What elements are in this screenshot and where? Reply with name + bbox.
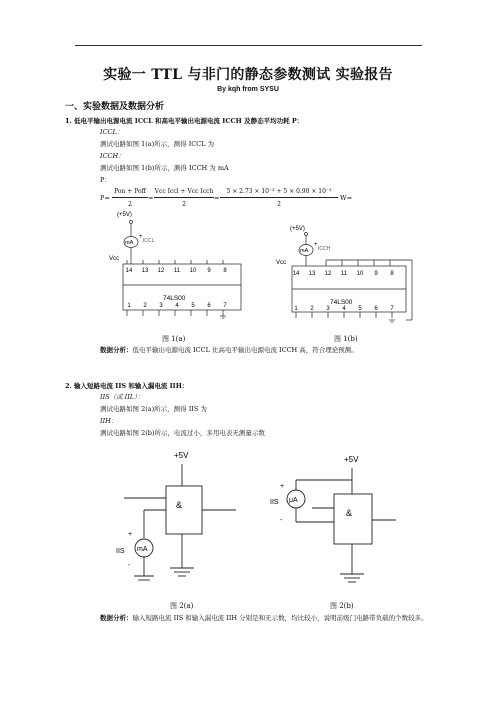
svg-text:12: 12 <box>157 268 165 274</box>
svg-text:2: 2 <box>143 303 147 309</box>
fig2b-gate: & <box>346 508 353 518</box>
svg-text:6: 6 <box>374 306 378 312</box>
svg-text:14: 14 <box>125 268 133 274</box>
fig1b-bottom-pins <box>294 306 394 312</box>
svg-text:3: 3 <box>326 306 330 312</box>
icch-label: ICCH： <box>100 152 125 160</box>
item1-analysis-label: 数据分析： <box>100 346 133 354</box>
item2-analysis <box>100 612 430 624</box>
header-rule <box>75 45 422 46</box>
svg-text:6: 6 <box>207 303 211 309</box>
fig2a-meter: mA <box>137 546 148 553</box>
iccl-label: ICCL： <box>100 128 124 136</box>
svg-text:10: 10 <box>189 268 197 274</box>
svg-text:4: 4 <box>342 306 346 312</box>
svg-text:+: + <box>139 234 143 240</box>
icch-text: 测试电路如图 1(b)所示，测得 ICCH 为 mA <box>100 164 229 172</box>
p-label: P： <box>100 176 111 184</box>
svg-text:-: - <box>128 562 131 569</box>
svg-text:4: 4 <box>175 303 179 309</box>
svg-text:+: + <box>280 483 285 490</box>
svg-text:1: 1 <box>294 306 298 312</box>
iih-label: IIH： <box>100 417 118 425</box>
svg-text:8: 8 <box>223 268 227 274</box>
figure-1a-caption: 图 1(a) <box>162 335 186 343</box>
figure-1b-circuit <box>276 222 418 326</box>
svg-text:14: 14 <box>292 271 300 277</box>
item1-analysis <box>100 344 430 356</box>
fig2a-supply: +5V <box>174 451 189 460</box>
svg-text:2: 2 <box>310 306 314 312</box>
fig2a-current: IIS <box>116 548 125 555</box>
fig2b-current: IIS <box>270 499 279 506</box>
fig2b-supply: +5V <box>344 455 359 464</box>
svg-text:13: 13 <box>141 268 149 274</box>
fig1b-top-pins <box>293 271 395 277</box>
fig1a-bottom-pins <box>127 303 227 309</box>
item2-analysis-label: 数据分析： <box>100 614 133 622</box>
section-heading: 一、实验数据及数据分析 <box>65 102 165 112</box>
fig1a-supply: (+5V) <box>117 212 132 218</box>
iccl-text: 测试电路如图 1(a)所示，测得 ICCL 为 <box>100 140 215 148</box>
figure-1a-circuit <box>109 212 245 324</box>
formula-frac1-bar <box>112 197 148 198</box>
fig1b-chip: 74LS00 <box>330 299 353 306</box>
svg-text:11: 11 <box>173 268 181 274</box>
svg-text:13: 13 <box>308 271 316 277</box>
fig1a-vcc: Vcc <box>109 256 120 262</box>
svg-text:1: 1 <box>127 303 131 309</box>
fig1b-vcc: Vcc <box>276 260 287 266</box>
fig1b-meter: mA <box>300 248 309 254</box>
figure-1b-caption: 图 1(b) <box>334 335 358 343</box>
svg-text:8: 8 <box>390 271 394 277</box>
formula-prefix: P= <box>100 194 110 202</box>
figure-2b-caption: 图 2(b) <box>330 602 354 610</box>
formula-frac3-den: 2 <box>277 201 281 208</box>
fig1a-chip: 74LS00 <box>163 295 186 302</box>
figure-2a-circuit <box>114 446 250 584</box>
svg-text:+: + <box>128 531 133 538</box>
svg-text:5: 5 <box>358 306 362 312</box>
figure-2b-circuit <box>268 450 408 590</box>
svg-text:7: 7 <box>223 303 227 309</box>
formula-frac2-num: Vcc Iccl + Vcc Icch <box>154 188 214 195</box>
fig2b-meter: μA <box>289 497 298 504</box>
item2-heading: 2. 输入短路电流 IIS 和输入漏电流 IIH： <box>65 382 189 390</box>
svg-text:11: 11 <box>340 271 348 277</box>
svg-text:9: 9 <box>207 268 211 274</box>
svg-text:5: 5 <box>191 303 195 309</box>
formula-frac2-bar <box>154 197 214 198</box>
iis-label: IIS（或 IIL）： <box>100 393 144 401</box>
item1-analysis-text: 低电平输出电源电流 ICCL 比高电平输出电源电流 ICCH 高，符合理论预测。 <box>132 346 358 354</box>
fig1b-supply: (+5V) <box>290 226 305 232</box>
item1-heading: 1. 低电平输出电源电流 ICCL 和高电平输出电源电流 ICCH 及静态平均功耗 P： <box>65 117 304 125</box>
iih-text: 测试电路如图 2(b)所示，电流过小，多用电表无测量示数 <box>100 429 265 437</box>
formula-frac3-bar <box>220 197 338 198</box>
svg-text:10: 10 <box>356 271 364 277</box>
svg-text:9: 9 <box>374 271 378 277</box>
fig2a-gate: & <box>176 500 183 510</box>
svg-text:-: - <box>280 517 283 524</box>
author-line: By kqh from SYSU <box>217 86 279 93</box>
iis-text: 测试电路如图 2(a)所示，测得 IIS 为 <box>100 405 207 413</box>
formula-frac1-den: 2 <box>128 201 132 208</box>
item2-analysis-text: 输入短路电流 IIS 和输入漏电流 IIH 分别是和无示数，均比较小，说明前级门电路带负载的个数较多。 <box>132 614 428 622</box>
formula-frac3-num: 5 × 2.73 × 10⁻³ + 5 × 0.90 × 10⁻³ <box>226 188 332 195</box>
fig1a-current: ICCL <box>143 238 155 244</box>
svg-text:7: 7 <box>390 306 394 312</box>
svg-text:3: 3 <box>159 303 163 309</box>
page-title: 实验一 TTL 与非门的静态参数测试 实验报告 <box>103 67 393 83</box>
fig1a-meter: mA <box>125 240 134 246</box>
fig1a-top-pins <box>126 268 228 274</box>
svg-text:12: 12 <box>324 271 332 277</box>
svg-text:+: + <box>314 242 318 248</box>
fig1b-current: ICCH <box>318 246 331 252</box>
figure-2a-caption: 图 2(a) <box>170 602 194 610</box>
formula-frac2-den: 2 <box>182 201 186 208</box>
formula-suffix: W= <box>340 194 353 202</box>
formula-frac1-num: Pon + Poff <box>114 188 146 195</box>
